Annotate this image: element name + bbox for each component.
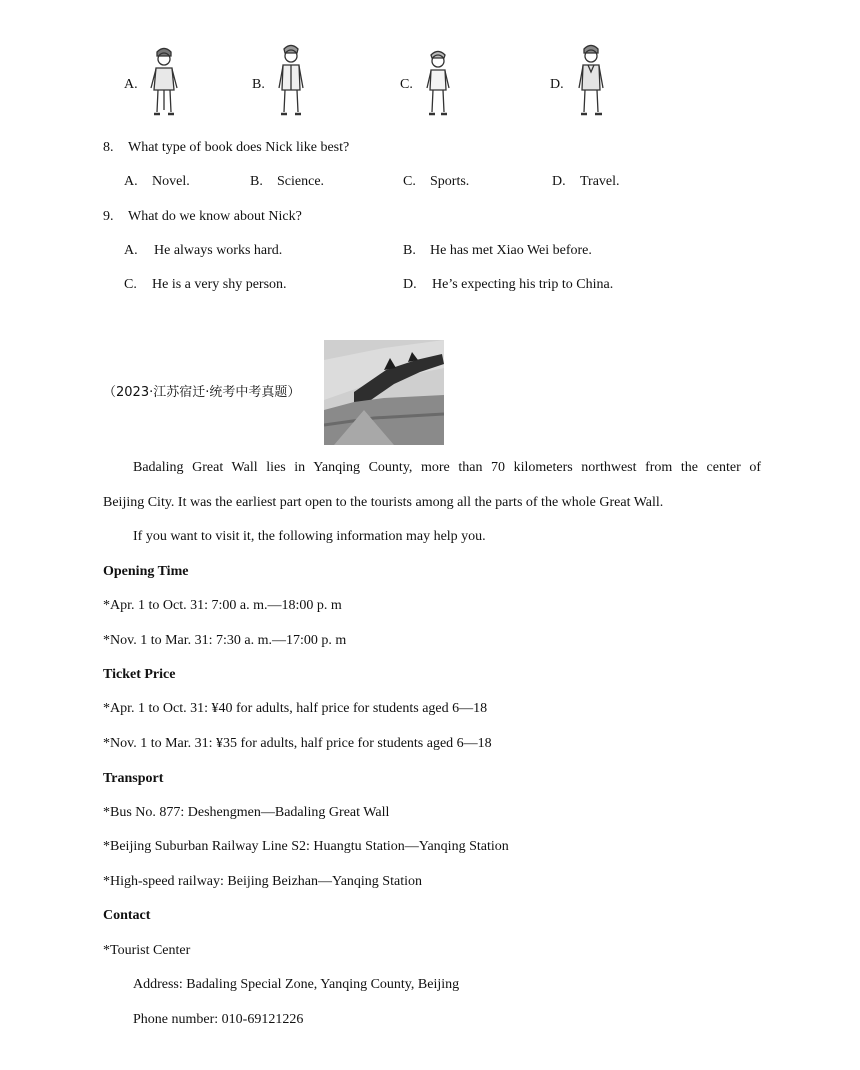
- q8-question: What type of book does Nick like best?: [128, 140, 350, 155]
- great-wall-photo: [324, 340, 444, 445]
- q9-option-b-letter: B.: [403, 243, 416, 258]
- q7-option-d-label: D.: [550, 77, 564, 92]
- q9-question: What do we know about Nick?: [128, 209, 302, 224]
- q7-option-a-label: A.: [124, 77, 138, 92]
- opening-time-heading: Opening Time: [103, 564, 189, 579]
- opening-time-line-1: *Apr. 1 to Oct. 31: 7:00 a. m.—18:00 p. m: [103, 598, 342, 613]
- q9-option-a-letter: A.: [124, 243, 138, 258]
- q7-option-c-label: C.: [400, 77, 413, 92]
- contact-phone: Phone number: 010-69121226: [133, 1012, 304, 1027]
- q8-option-d-text: Travel.: [580, 174, 620, 189]
- passage-intro-line-1: Badaling Great Wall lies in Yanqing County, more than 70 kilometers northwest from the center of: [133, 460, 761, 475]
- q8-option-c-text: Sports.: [430, 174, 470, 189]
- q8-option-b-text: Science.: [277, 174, 325, 189]
- boy-figure-b-icon: [274, 42, 308, 120]
- q8-option-b-letter: B.: [250, 174, 263, 189]
- q8-option-a-letter: A.: [124, 174, 138, 189]
- q8-option-c-letter: C.: [403, 174, 416, 189]
- q8-number: 8.: [103, 140, 114, 155]
- ticket-price-heading: Ticket Price: [103, 667, 176, 682]
- q9-option-c-letter: C.: [124, 277, 137, 292]
- ticket-price-line-1: *Apr. 1 to Oct. 31: ¥40 for adults, half price for students aged 6—18: [103, 701, 488, 716]
- boy-figure-c-icon: [422, 46, 454, 120]
- passage-intro-line-3: If you want to visit it, the following information may help you.: [133, 529, 486, 544]
- q9-option-d-text: He’s expecting his trip to China.: [432, 277, 614, 292]
- boy-figure-a-icon: [147, 44, 181, 120]
- ticket-price-line-2: *Nov. 1 to Mar. 31: ¥35 for adults, half price for students aged 6—18: [103, 736, 492, 751]
- transport-heading: Transport: [103, 771, 164, 786]
- transport-line-3: *High-speed railway: Beijing Beizhan—Yanqing Station: [103, 874, 422, 889]
- q9-option-c-text: He is a very shy person.: [152, 277, 287, 292]
- passage-source: （2023·江苏宿迁·统考中考真题）: [103, 385, 301, 400]
- contact-heading: Contact: [103, 908, 151, 923]
- contact-address: Address: Badaling Special Zone, Yanqing County, Beijing: [133, 977, 460, 992]
- q7-option-b-label: B.: [252, 77, 265, 92]
- q9-option-d-letter: D.: [403, 277, 417, 292]
- passage-intro-line-2: Beijing City. It was the earliest part open to the tourists among all the parts of the whole Great Wall.: [103, 495, 664, 510]
- q9-option-a-text: He always works hard.: [154, 243, 283, 258]
- boy-figure-d-icon: [574, 42, 608, 120]
- transport-line-2: *Beijing Suburban Railway Line S2: Huangtu Station—Yanqing Station: [103, 839, 509, 854]
- q8-option-a-text: Novel.: [152, 174, 190, 189]
- opening-time-line-2: *Nov. 1 to Mar. 31: 7:30 a. m.—17:00 p. m: [103, 633, 347, 648]
- q9-option-b-text: He has met Xiao Wei before.: [430, 243, 592, 258]
- q9-number: 9.: [103, 209, 114, 224]
- transport-line-1: *Bus No. 877: Deshengmen—Badaling Great Wall: [103, 805, 390, 820]
- q8-option-d-letter: D.: [552, 174, 566, 189]
- contact-tourist-center: *Tourist Center: [103, 943, 191, 958]
